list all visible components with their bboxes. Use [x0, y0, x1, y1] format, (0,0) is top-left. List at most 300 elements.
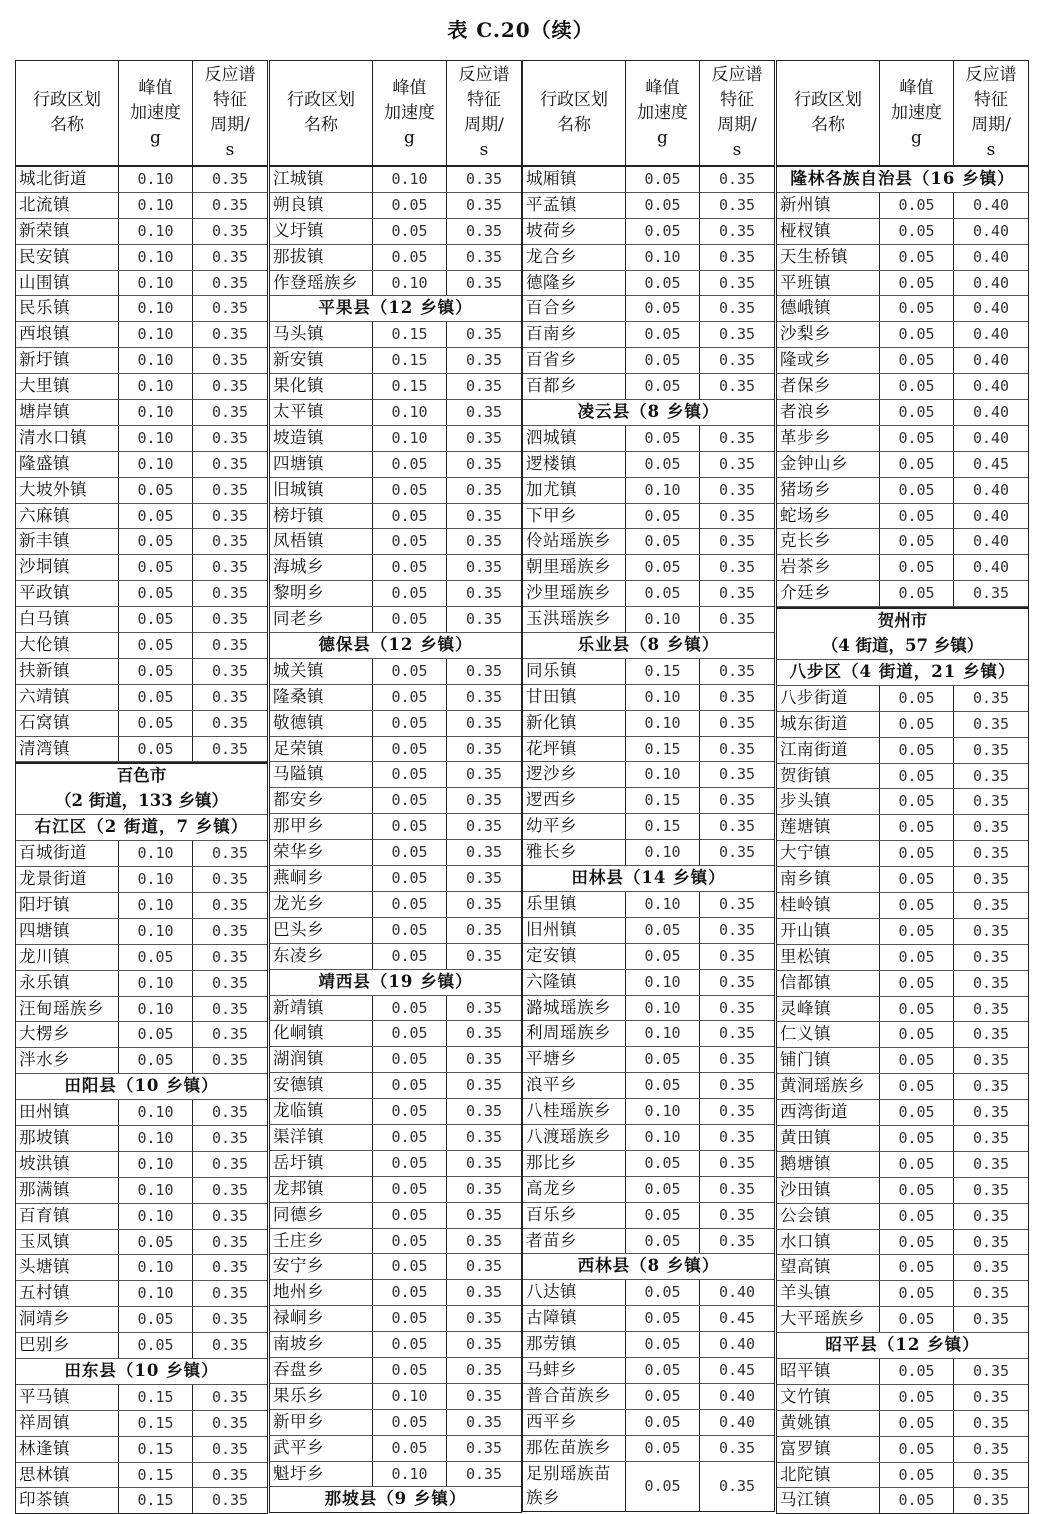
cell-period: 0.35: [211, 532, 249, 551]
cell-name: 地州乡: [270, 1280, 373, 1305]
cell-pga: 0.15: [373, 348, 447, 373]
cell-period: 0.35: [972, 688, 1010, 707]
table-row: [270, 814, 521, 840]
table-row: [523, 814, 774, 840]
cell-pga: 0.05: [880, 1385, 954, 1410]
cell-pga: 0.10: [626, 892, 700, 917]
cell-pga: 0.05: [373, 1358, 447, 1383]
cell-name: 西平乡: [523, 1410, 626, 1435]
table-row: [270, 1203, 521, 1229]
cell-period: 0.35: [718, 558, 756, 577]
cell-name: 南乡镇: [777, 867, 880, 892]
cell-period: 0.35: [718, 1231, 756, 1250]
cell-period: 0.35: [465, 1231, 503, 1250]
cell-name: 义圩镇: [270, 219, 373, 244]
cell-period: 0.35: [465, 843, 503, 862]
cell-period: 0.35: [211, 480, 249, 499]
cell-name: 西湾街道: [777, 1100, 880, 1125]
cell-name: 马江镇: [777, 1488, 880, 1513]
cell-period: 0.35: [465, 584, 503, 603]
cell-period: 0.35: [718, 532, 756, 551]
table-row: [523, 892, 774, 918]
cell-period: 0.35: [718, 713, 756, 732]
table-row: [270, 219, 521, 245]
cell-name: 壬庄乡: [270, 1229, 373, 1254]
cell-period: 0.35: [465, 1153, 503, 1172]
cell-name: 利周瑶族乡: [523, 1021, 626, 1046]
table-row: [270, 1177, 521, 1203]
table-row: [16, 711, 267, 737]
table-row: [16, 1022, 267, 1048]
table-row: [523, 348, 774, 374]
header-period: 反应谱 特征 周期/ s: [711, 65, 763, 160]
cell-name: 太平镇: [270, 400, 373, 425]
cell-name: 德峨镇: [777, 296, 880, 321]
cell-pga: 0.05: [119, 607, 193, 632]
cell-period: 0.35: [718, 1179, 756, 1198]
section-heading: 乐业县（8 乡镇）: [523, 633, 774, 659]
cell-period: 0.35: [718, 1438, 756, 1457]
table-row: [777, 764, 1028, 790]
cell-pga: 0.05: [626, 322, 700, 347]
cell-period: 0.35: [211, 584, 249, 603]
table-row: [523, 555, 774, 581]
cell-period: 0.35: [211, 1310, 249, 1329]
cell-period: 0.35: [972, 766, 1010, 785]
cell-period: 0.35: [211, 506, 249, 525]
cell-period: 0.35: [972, 1051, 1010, 1070]
cell-name: 岩茶乡: [777, 555, 880, 580]
cell-period: 0.35: [211, 921, 249, 940]
cell-period: 0.40: [718, 1412, 756, 1431]
cell-name: 金钟山乡: [777, 452, 880, 477]
cell-period: 0.35: [465, 920, 503, 939]
cell-pga: 0.05: [373, 1151, 447, 1176]
cell-period: 0.35: [465, 869, 503, 888]
cell-name: 平政镇: [16, 581, 119, 606]
table-row: [270, 788, 521, 814]
cell-pga: 0.05: [626, 504, 700, 529]
table-row: [777, 374, 1028, 400]
table-row: [523, 1462, 774, 1512]
cell-pga: 0.10: [626, 685, 700, 710]
cell-period: 0.35: [718, 894, 756, 913]
header-name: [523, 61, 626, 165]
cell-pga: 0.05: [880, 245, 954, 270]
cell-name: 扶新镇: [16, 659, 119, 684]
cell-name: 新化镇: [523, 711, 626, 736]
cell-period: 0.35: [465, 610, 503, 629]
cell-pga: 0.05: [626, 581, 700, 606]
table-row: [270, 1229, 521, 1255]
cell-name: 逻楼镇: [523, 452, 626, 477]
cell-pga: 0.05: [373, 1203, 447, 1228]
table-row: [777, 686, 1028, 712]
table-row: [777, 271, 1028, 297]
cell-pga: 0.10: [119, 219, 193, 244]
cell-period: 0.35: [972, 1077, 1010, 1096]
table-row: [777, 789, 1028, 815]
cell-name: 猪场乡: [777, 478, 880, 503]
cell-name: 天生桥镇: [777, 245, 880, 270]
header-name: [270, 61, 373, 165]
cell-name: 马头镇: [270, 322, 373, 347]
cell-period: 0.35: [211, 170, 249, 188]
cell-period: 0.35: [718, 428, 756, 447]
table-header: [523, 61, 774, 167]
cell-pga: 0.05: [626, 219, 700, 244]
cell-period: 0.35: [465, 506, 503, 525]
cell-period: 0.35: [465, 1283, 503, 1302]
section-heading: 德保县（12 乡镇）: [270, 633, 521, 659]
table-row: [777, 867, 1028, 893]
cell-pga: 0.05: [880, 1463, 954, 1488]
cell-pga: 0.05: [373, 1125, 447, 1150]
cell-name: 隆桑镇: [270, 685, 373, 710]
cell-name: 百南乡: [523, 322, 626, 347]
cell-pga: 0.05: [880, 1126, 954, 1151]
table-row: [777, 971, 1028, 997]
cell-pga: 0.05: [626, 452, 700, 477]
cell-pga: 0.05: [880, 478, 954, 503]
cell-period: 0.35: [465, 1412, 503, 1431]
cell-period: 0.35: [972, 947, 1010, 966]
cell-pga: 0.10: [119, 322, 193, 347]
table-row: [777, 478, 1028, 504]
cell-period: 0.35: [972, 792, 1010, 811]
table-row: [16, 504, 267, 530]
cell-name: 贺街镇: [777, 764, 880, 789]
cell-period: 0.35: [211, 325, 249, 344]
table-row: [523, 918, 774, 944]
cell-period: 0.35: [465, 946, 503, 965]
cell-name: 公会镇: [777, 1204, 880, 1229]
table-row: [777, 1307, 1028, 1333]
cell-pga: 0.05: [626, 1462, 700, 1512]
cell-pga: 0.05: [626, 1151, 700, 1176]
table-row: [523, 1306, 774, 1332]
cell-period: 0.35: [465, 1076, 503, 1095]
cell-pga: 0.05: [880, 193, 954, 218]
cell-pga: 0.05: [880, 348, 954, 373]
table-row: [523, 426, 774, 452]
cell-name: 六麻镇: [16, 504, 119, 529]
table-row: [16, 1463, 267, 1489]
cell-period: 0.35: [211, 403, 249, 422]
cell-name: 西埌镇: [16, 322, 119, 347]
table-row: [270, 762, 521, 788]
cell-period: 0.35: [718, 325, 756, 344]
cell-pga: 0.10: [626, 1125, 700, 1150]
cell-name: 沙里瑶族乡: [523, 581, 626, 606]
cell-name: 同老乡: [270, 607, 373, 632]
table-row: [523, 581, 774, 607]
table-row: [270, 1462, 521, 1488]
cell-name: 同乐镇: [523, 659, 626, 684]
cell-name: 城厢镇: [523, 167, 626, 192]
cell-name: 江城镇: [270, 167, 373, 192]
table-row: [270, 659, 521, 685]
cell-period: 0.35: [718, 920, 756, 939]
table-row: [16, 1488, 267, 1513]
cell-pga: 0.05: [373, 1306, 447, 1331]
cell-pga: 0.05: [880, 738, 954, 763]
cell-period: 0.35: [972, 1491, 1010, 1510]
cell-pga: 0.05: [880, 1100, 954, 1125]
cell-period: 0.35: [465, 1257, 503, 1276]
table-row: [523, 996, 774, 1022]
cell-name: 六隆镇: [523, 970, 626, 995]
cell-period: 0.35: [972, 1103, 1010, 1122]
table-row: [777, 1126, 1028, 1152]
table-row: [777, 452, 1028, 478]
cell-period: 0.35: [465, 377, 503, 396]
table-row: [777, 555, 1028, 581]
table-row: [270, 1306, 521, 1332]
cell-pga: 0.05: [880, 945, 954, 970]
cell-period: 0.35: [465, 480, 503, 499]
cell-name: 阳圩镇: [16, 893, 119, 918]
table-row: [16, 322, 267, 348]
table-row: [523, 840, 774, 866]
cell-name: 头塘镇: [16, 1255, 119, 1280]
cell-period: 0.35: [718, 1127, 756, 1146]
table-row: [270, 529, 521, 555]
cell-period: 0.35: [465, 1386, 503, 1405]
cell-period: 0.35: [211, 661, 249, 680]
cell-name: 果乐乡: [270, 1384, 373, 1409]
cell-period: 0.35: [718, 221, 756, 240]
cell-period: 0.35: [718, 610, 756, 629]
cell-period: 0.35: [972, 1284, 1010, 1303]
table-row: [270, 581, 521, 607]
cell-name: 大宁镇: [777, 841, 880, 866]
cell-period: 0.35: [718, 1024, 756, 1043]
table-row: [270, 1099, 521, 1125]
header-pga: 峰值 加速度 g: [880, 61, 954, 165]
cell-pga: 0.05: [626, 374, 700, 399]
cell-period: 0.40: [972, 351, 1010, 370]
table-row: [16, 581, 267, 607]
cell-period: 0.35: [211, 713, 249, 732]
section-heading: 昭平县（12 乡镇）: [777, 1333, 1028, 1359]
cell-period: 0.35: [211, 247, 249, 266]
cell-name: 隆盛镇: [16, 452, 119, 477]
cell-name: 作登瑶族乡: [270, 271, 373, 296]
cell-name: 那满镇: [16, 1178, 119, 1203]
cell-pga: 0.10: [373, 400, 447, 425]
table-row: [16, 1126, 267, 1152]
cell-name: 岳圩镇: [270, 1151, 373, 1176]
table-row: [16, 1281, 267, 1307]
cell-pga: 0.05: [626, 1280, 700, 1305]
table-row: [270, 711, 521, 737]
cell-pga: 0.05: [373, 1021, 447, 1046]
cell-pga: 0.05: [880, 789, 954, 814]
cell-period: 0.35: [718, 739, 756, 758]
cell-period: 0.40: [972, 195, 1010, 214]
cell-name: 石窝镇: [16, 711, 119, 736]
cell-period: 0.35: [718, 1050, 756, 1069]
cell-period: 0.35: [465, 170, 503, 188]
table-row: [523, 1073, 774, 1099]
cell-pga: 0.10: [626, 1021, 700, 1046]
header-name: [16, 61, 119, 165]
cell-name: 百都乡: [523, 374, 626, 399]
table-row: [523, 271, 774, 297]
cell-pga: 0.05: [880, 400, 954, 425]
table-row: [523, 711, 774, 737]
cell-period: 0.35: [465, 403, 503, 422]
cell-pga: 0.10: [119, 1204, 193, 1229]
cell-pga: 0.10: [626, 607, 700, 632]
table-row: [270, 322, 521, 348]
table-row: [16, 1048, 267, 1074]
cell-name: 旧城镇: [270, 478, 373, 503]
cell-period: 0.35: [972, 973, 1010, 992]
cell-period: 0.35: [718, 170, 756, 188]
cell-period: 0.35: [211, 895, 249, 914]
cell-pga: 0.10: [626, 1099, 700, 1124]
cell-period: 0.35: [211, 636, 249, 655]
cell-pga: 0.05: [880, 1255, 954, 1280]
table-row: [777, 1463, 1028, 1489]
cell-name: 清水口镇: [16, 426, 119, 451]
table-row: [270, 607, 521, 633]
cell-period: 0.35: [211, 870, 249, 889]
cell-name: 平马镇: [16, 1385, 119, 1410]
table-row: [523, 219, 774, 245]
cell-name: 同德乡: [270, 1203, 373, 1228]
cell-period: 0.35: [211, 1387, 249, 1406]
cell-name: 东凌乡: [270, 944, 373, 969]
cell-name: 水口镇: [777, 1230, 880, 1255]
cell-period: 0.35: [211, 947, 249, 966]
cell-name: 化峒镇: [270, 1021, 373, 1046]
table-column-1: [15, 60, 268, 1514]
cell-pga: 0.05: [626, 167, 700, 192]
table-row: [16, 1333, 267, 1359]
cell-pga: 0.10: [119, 245, 193, 270]
city-heading-line: （4 街道，57 乡镇）: [821, 636, 984, 656]
cell-name: 六靖镇: [16, 685, 119, 710]
cell-name: 者苗乡: [523, 1229, 626, 1254]
cell-period: 0.40: [718, 1335, 756, 1354]
cell-period: 0.35: [465, 1205, 503, 1224]
cell-pga: 0.10: [373, 1462, 447, 1487]
cell-pga: 0.05: [880, 1488, 954, 1513]
table-column-4: [776, 60, 1029, 1514]
table-row: [777, 1178, 1028, 1204]
table-row: [16, 400, 267, 426]
cell-name: 湖润镇: [270, 1047, 373, 1072]
table-row: [16, 893, 267, 919]
cell-name: 百乐乡: [523, 1203, 626, 1228]
table-row: [16, 1385, 267, 1411]
table-row: [523, 478, 774, 504]
cell-name: 鹅塘镇: [777, 1152, 880, 1177]
cell-name: 下甲乡: [523, 504, 626, 529]
table-row: [270, 555, 521, 581]
cell-pga: 0.15: [626, 659, 700, 684]
cell-pga: 0.05: [373, 892, 447, 917]
cell-period: 0.35: [972, 1232, 1010, 1251]
cell-pga: 0.05: [373, 607, 447, 632]
header-name-text: 行政区划 名称: [33, 90, 101, 135]
cell-period: 0.35: [211, 428, 249, 447]
cell-pga: 0.05: [373, 1177, 447, 1202]
cell-period: 0.35: [718, 506, 756, 525]
table-row: [270, 1151, 521, 1177]
table-row: [777, 1255, 1028, 1281]
cell-name: 凤梧镇: [270, 529, 373, 554]
cell-name: 龙临镇: [270, 1099, 373, 1124]
cell-pga: 0.05: [373, 659, 447, 684]
cell-pga: 0.05: [880, 1204, 954, 1229]
cell-pga: 0.05: [880, 1230, 954, 1255]
table-row: [777, 1074, 1028, 1100]
cell-period: 0.35: [211, 195, 249, 214]
table-row: [16, 841, 267, 867]
cell-period: 0.40: [972, 403, 1010, 422]
cell-name: 安宁乡: [270, 1254, 373, 1279]
cell-pga: 0.10: [119, 971, 193, 996]
cell-name: 龙光乡: [270, 892, 373, 917]
cell-pga: 0.05: [880, 1437, 954, 1462]
cell-pga: 0.05: [373, 737, 447, 762]
table-row: [16, 374, 267, 400]
cell-period: 0.35: [465, 1179, 503, 1198]
table-row: [523, 1021, 774, 1047]
cell-name: 乐里镇: [523, 892, 626, 917]
cell-period: 0.35: [465, 247, 503, 266]
section-heading: 西林县（8 乡镇）: [523, 1254, 774, 1280]
cell-name: 朔良镇: [270, 193, 373, 218]
cell-period: 0.35: [465, 558, 503, 577]
table-row: [270, 348, 521, 374]
cell-period: 0.35: [211, 1154, 249, 1173]
cell-pga: 0.05: [626, 296, 700, 321]
cell-pga: 0.05: [373, 1436, 447, 1461]
cell-name: 新甲乡: [270, 1410, 373, 1435]
cell-pga: 0.05: [119, 1307, 193, 1332]
table-column-3: [522, 60, 775, 1512]
section-heading: 靖西县（19 乡镇）: [270, 970, 521, 996]
cell-name: 坡荷乡: [523, 219, 626, 244]
cell-period: 0.35: [972, 1361, 1010, 1380]
cell-name: 仁义镇: [777, 1022, 880, 1047]
cell-period: 0.35: [972, 1025, 1010, 1044]
cell-pga: 0.05: [119, 945, 193, 970]
cell-name: 介廷乡: [777, 581, 880, 606]
table-row: [16, 971, 267, 997]
cell-period: 0.35: [465, 195, 503, 214]
cell-name: 望高镇: [777, 1255, 880, 1280]
cell-period: 0.35: [465, 1050, 503, 1069]
cell-pga: 0.05: [880, 271, 954, 296]
cell-period: 0.35: [972, 999, 1010, 1018]
cell-pga: 0.05: [880, 1074, 954, 1099]
cell-pga: 0.10: [373, 167, 447, 192]
table-row: [270, 504, 521, 530]
cell-name: 果化镇: [270, 374, 373, 399]
header-period: 反应谱 特征 周期/ s: [965, 65, 1017, 160]
table-row: [523, 944, 774, 970]
cell-name: 马蚌乡: [523, 1358, 626, 1383]
cell-pga: 0.05: [880, 452, 954, 477]
cell-pga: 0.10: [119, 1281, 193, 1306]
cell-name: 黎明乡: [270, 581, 373, 606]
